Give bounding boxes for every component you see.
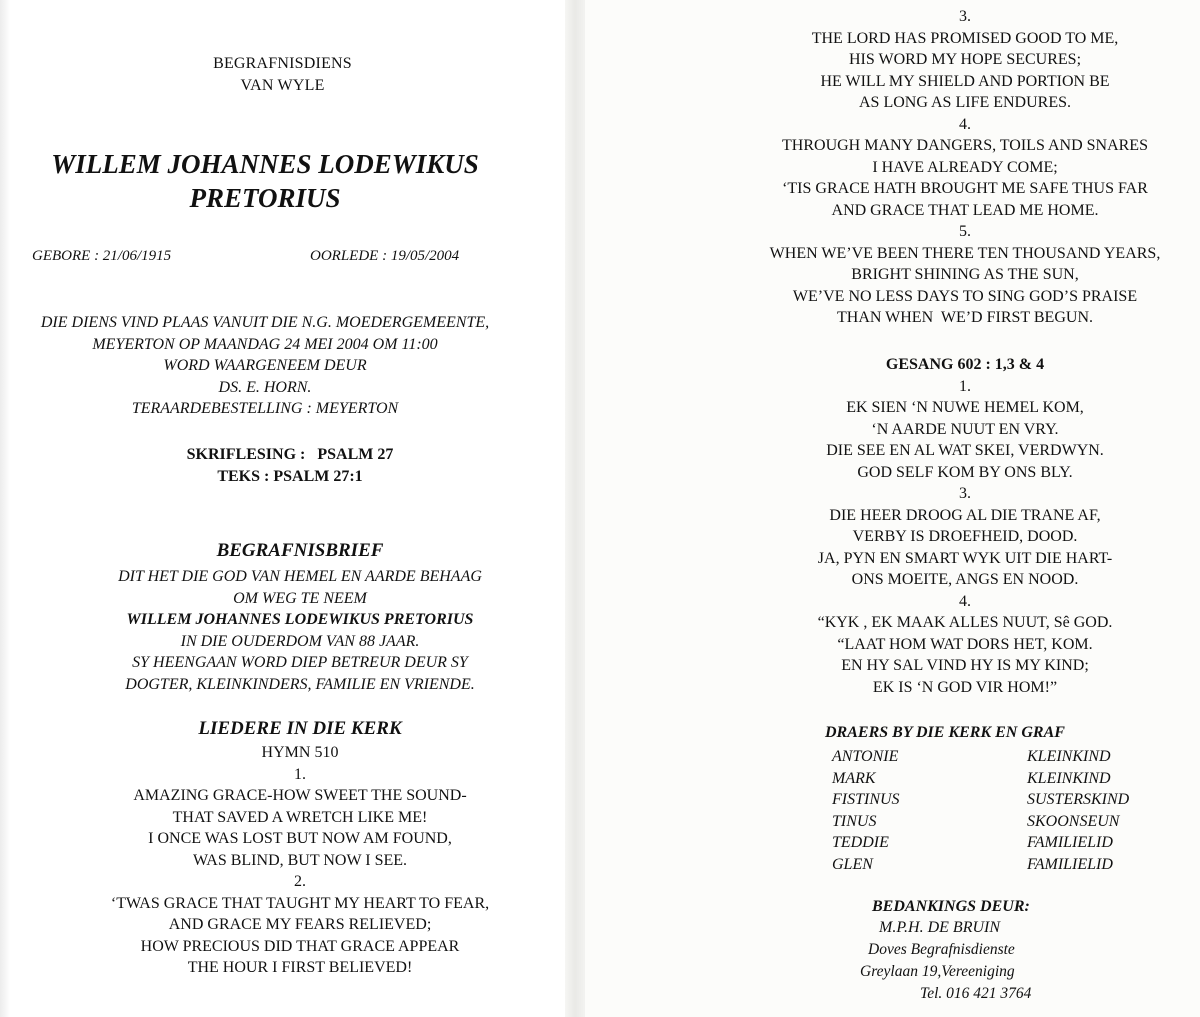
hymn-line: THAT SAVED A WRETCH LIKE ME! bbox=[172, 808, 428, 826]
service-line: WORD WAARGENEEM DEUR bbox=[163, 357, 367, 374]
bearer-relation: KLEINKIND bbox=[1027, 769, 1111, 787]
left-page bbox=[0, 0, 565, 1017]
bearer-name: FISTINUS bbox=[832, 791, 900, 808]
table-row bbox=[832, 811, 1129, 833]
bearer-name: GLEN bbox=[832, 855, 873, 873]
bearer-name: ANTONIE bbox=[832, 748, 899, 765]
service-details bbox=[0, 312, 530, 420]
brief-line: SY HEENGAAN WORD DIEP BETREUR DEUR SY bbox=[132, 654, 468, 671]
table-row bbox=[832, 832, 1129, 854]
thanks-person: M.P.H. DE BRUIN bbox=[879, 919, 1001, 936]
thanks-phone: Tel. 016 421 3764 bbox=[920, 985, 1032, 1002]
hymn-line: AS LONG AS LIFE ENDURES. bbox=[858, 94, 1071, 111]
bearer-relation: FAMILIELID bbox=[1027, 855, 1113, 873]
thanks-company: Doves Begrafnisdienste bbox=[868, 941, 1015, 958]
birth-date: GEBORE : 21/06/1915 bbox=[32, 248, 172, 264]
gesang-line: DIE HEER DROOG AL DIE TRANE AF, bbox=[829, 506, 1101, 524]
heading-line-2: VAN WYLE bbox=[240, 77, 325, 94]
gesang-line: JA, PYN EN SMART WYK UIT DIE HART- bbox=[817, 549, 1113, 567]
service-line: TERAARDEBESTELLING : MEYERTON bbox=[131, 400, 399, 417]
hymn-line: AMAZING GRACE-HOW SWEET THE SOUND- bbox=[133, 787, 467, 804]
gesang-line: “KYK , EK MAAK ALLES NUUT, Sê GOD. bbox=[817, 614, 1113, 631]
table-row bbox=[832, 768, 1129, 790]
hymn-line: 2. bbox=[294, 873, 306, 890]
hymn-510-continued bbox=[665, 6, 1200, 329]
table-row bbox=[832, 789, 1129, 811]
service-line: DS. E. HORN. bbox=[218, 378, 312, 396]
thanks-address: Greylaan 19,Vereeniging bbox=[860, 963, 1015, 980]
gesang-line: 1. bbox=[959, 377, 971, 395]
bearer-name: TEDDIE bbox=[832, 834, 889, 851]
hymn-line: AND GRACE MY FEARS RELIEVED; bbox=[168, 916, 432, 933]
hymn-line: ‘TWAS GRACE THAT TAUGHT MY HEART TO FEAR, bbox=[110, 894, 490, 912]
table-row bbox=[832, 746, 1129, 768]
hymn-line: WE’VE NO LESS DAYS TO SING GOD’S PRAISE bbox=[792, 287, 1138, 305]
gesang-line: ONS MOEITE, ANGS EN NOOD. bbox=[851, 571, 1079, 588]
hymn-line: THAN WHEN WE’D FIRST BEGUN. bbox=[837, 309, 1093, 326]
hymn-line: 5. bbox=[959, 223, 971, 240]
gesang-line: VERBY IS DROEFHEID, DOOD. bbox=[852, 528, 1078, 545]
heading-line-1: BEGRAFNISDIENS bbox=[213, 55, 352, 72]
bearer-relation: SUSTERSKIND bbox=[1027, 791, 1130, 808]
hymn-line: THROUGH MANY DANGERS, TOILS AND SNARES bbox=[782, 137, 1148, 154]
hymn-line: 3. bbox=[959, 8, 971, 25]
death-date: OORLEDE : 19/05/2004 bbox=[310, 248, 460, 264]
gesang-line: 4. bbox=[959, 592, 971, 610]
bearers-table bbox=[832, 746, 1129, 875]
bearer-relation: FAMILIELID bbox=[1027, 834, 1113, 851]
bearer-relation: SKOONSEUN bbox=[1027, 812, 1120, 830]
gesang-line: GOD SELF KOM BY ONS BLY. bbox=[857, 463, 1073, 481]
brief-line: IN DIE OUDERDOM VAN 88 JAAR. bbox=[180, 632, 420, 650]
bearer-name: MARK bbox=[832, 769, 876, 787]
gesang-line: ‘N AARDE NUUT EN VRY. bbox=[871, 420, 1059, 438]
hymn-line: WAS BLIND, BUT NOW I SEE. bbox=[192, 851, 408, 869]
hymn-line: THE HOUR I FIRST BELIEVED! bbox=[187, 959, 413, 976]
deceased-name bbox=[0, 147, 530, 215]
table-row bbox=[832, 854, 1129, 876]
page-fold bbox=[565, 0, 585, 1017]
hymn-line: HIS WORD MY HOPE SECURES; bbox=[848, 51, 1082, 68]
service-heading bbox=[0, 53, 565, 97]
hymn-label: HYMN 510 bbox=[261, 744, 339, 761]
sermon-text: TEKS : PSALM 27:1 bbox=[217, 467, 363, 485]
hymn-510 bbox=[0, 742, 565, 979]
brief-body bbox=[0, 566, 565, 695]
gesang-line: DIE SEE EN AL WAT SKEI, VERDWYN. bbox=[826, 442, 1104, 459]
deceased-name-line-2: PRETORIUS bbox=[189, 183, 341, 213]
hymn-line: WHEN WE’VE BEEN THERE TEN THOUSAND YEARS, bbox=[769, 244, 1161, 262]
brief-line: OM WEG TE NEEM bbox=[233, 589, 367, 607]
brief-line: DOGTER, KLEINKINDERS, FAMILIE EN VRIENDE. bbox=[125, 675, 475, 693]
hymn-line: HOW PRECIOUS DID THAT GRACE APPEAR bbox=[140, 937, 460, 955]
scripture-readings bbox=[20, 444, 560, 487]
hymn-line: 1. bbox=[294, 765, 306, 783]
hymn-line: HE WILL MY SHIELD AND PORTION BE bbox=[820, 72, 1110, 90]
gesang-line: “LAAT HOM WAT DORS HET, KOM. bbox=[837, 635, 1093, 653]
service-line: DIE DIENS VIND PLAAS VANUIT DIE N.G. MOEDERGEMEENTE, bbox=[40, 314, 490, 331]
gesang-title: GESANG 602 : 1,3 & 4 bbox=[885, 356, 1045, 373]
hymn-line: I HAVE ALREADY COME; bbox=[872, 158, 1058, 176]
bearers-title: DRAERS BY DIE KERK EN GRAF bbox=[825, 724, 1065, 741]
hymn-line: AND GRACE THAT LEAD ME HOME. bbox=[831, 201, 1099, 219]
bearer-name: TINUS bbox=[832, 812, 877, 830]
gesang-line: EK IS ‘N GOD VIR HOM!” bbox=[872, 678, 1058, 696]
brief-line: DIT HET DIE GOD VAN HEMEL EN AARDE BEHAAG bbox=[118, 568, 482, 585]
scripture-reading: SKRIFLESING : PSALM 27 bbox=[186, 446, 394, 463]
thanks-title: BEDANKINGS DEUR: bbox=[872, 898, 1030, 915]
deceased-name-line-1: WILLEM JOHANNES LODEWIKUS bbox=[51, 149, 479, 179]
hymns-title: LIEDERE IN DIE KERK bbox=[198, 718, 402, 739]
bearer-relation: KLEINKIND bbox=[1027, 748, 1111, 765]
brief-line-name: WILLEM JOHANNES LODEWIKUS PRETORIUS bbox=[126, 611, 474, 628]
gesang-line: 3. bbox=[959, 485, 971, 502]
hymn-line: ‘TIS GRACE HATH BROUGHT ME SAFE THUS FAR bbox=[782, 180, 1148, 197]
hymn-line: I ONCE WAS LOST BUT NOW AM FOUND, bbox=[148, 830, 452, 847]
service-line: MEYERTON OP MAANDAG 24 MEI 2004 OM 11:00 bbox=[92, 335, 438, 353]
gesang-602 bbox=[665, 354, 1200, 698]
hymn-line: 4. bbox=[959, 115, 971, 133]
gesang-line: EK SIEN ‘N NUWE HEMEL KOM, bbox=[846, 399, 1084, 416]
hymn-line: THE LORD HAS PROMISED GOOD TO ME, bbox=[811, 29, 1119, 47]
hymn-line: BRIGHT SHINING AS THE SUN, bbox=[851, 266, 1079, 283]
gesang-line: EN HY SAL VIND HY IS MY KIND; bbox=[841, 657, 1089, 674]
brief-title: BEGRAFNISBRIEF bbox=[216, 540, 384, 561]
